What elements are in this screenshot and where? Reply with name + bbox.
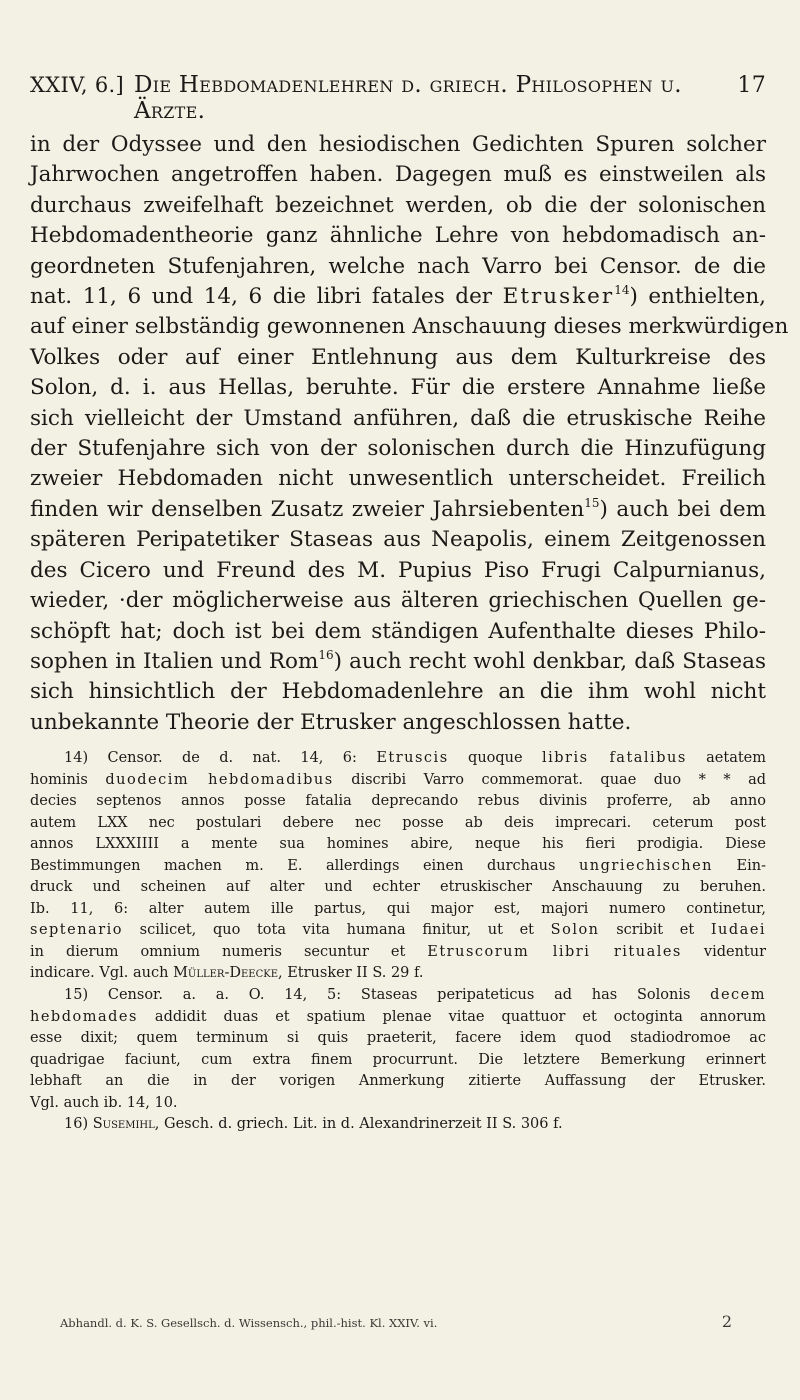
text-span: Ein- xyxy=(736,857,767,874)
spaced-term: Etrusker xyxy=(502,284,615,310)
footnote-14-line: annos LXXXIIII a mente sua homines abire, neque his fieri prodigia. Diese xyxy=(30,836,766,853)
footnote-15-line: quadrigae faciunt, cum extra finem procurrunt. Die letztere Bemerkung erinnert xyxy=(30,1051,766,1068)
text-line: sich vielleicht der Umstand anführen, daß die etruskische Reihe xyxy=(30,405,766,431)
footnote-14-line xyxy=(30,920,766,942)
text-line: Solon, d. i. aus Hellas, beruhte. Für die erstere Annahme ließe xyxy=(30,375,766,401)
text-span: scribit et xyxy=(616,922,695,939)
spaced-term: decem xyxy=(710,987,766,1004)
text-span: quoque xyxy=(468,750,523,766)
text-span: 15) Censor. a. a. O. 14, 5: Staseas peripateticus ad has Solonis xyxy=(64,987,691,1004)
footnote-16-line xyxy=(30,1114,766,1136)
footnote-15-line xyxy=(30,1007,766,1029)
section-reference: XXIV, 6.] xyxy=(30,73,124,97)
text-span: Bestimmungen machen m. E. allerdings einen durchaus xyxy=(30,857,556,874)
spaced-term: Solon xyxy=(550,922,600,939)
spaced-term: libris fatalibus xyxy=(541,750,687,766)
text-span: in dierum omnium numeris secuntur et xyxy=(30,943,406,960)
spaced-term: septenario xyxy=(30,922,123,939)
spaced-term: Etruscorum libri rituales xyxy=(427,943,682,960)
text-line: sich hinsichtlich der Hebdomadenlehre an die ihm wohl nicht xyxy=(30,679,766,705)
footnote-15-line: Vgl. auch ib. 14, 10. xyxy=(30,1094,178,1111)
author-name: Susemihl xyxy=(92,1116,155,1133)
spaced-term: ungriechischen xyxy=(578,857,713,874)
text-span: nat. 11, 6 und 14, 6 die libri fatales der xyxy=(30,284,493,310)
footnote-ref-14[interactable]: 14 xyxy=(614,283,630,298)
signature-mark: 2 xyxy=(721,1312,732,1331)
text-line xyxy=(30,282,766,312)
text-line: zweier Hebdomaden nicht unwesentlich unterscheidet. Freilich xyxy=(30,466,766,492)
text-line xyxy=(30,647,766,677)
spaced-term: duodecim hebdomadibus xyxy=(105,771,334,788)
main-text xyxy=(30,130,789,738)
text-span: ) auch recht wohl denkbar, daß Staseas xyxy=(333,648,766,674)
text-span: ) enthielten, xyxy=(629,284,766,310)
text-line: der Stufenjahre sich von der solonischen durch die Hinzufügung xyxy=(30,436,766,462)
text-line: Volkes oder auf einer Entlehnung aus dem Kulturkreise des xyxy=(30,344,766,370)
text-span: videntur xyxy=(703,943,767,960)
footnote-ref-15[interactable]: 15 xyxy=(584,495,600,510)
spaced-term: hebdomades xyxy=(30,1008,138,1025)
page-footer xyxy=(60,1312,766,1331)
text-line: geordneten Stufenjahren, welche nach Varro bei Censor. de die xyxy=(30,253,766,279)
footnote-14-line xyxy=(30,748,766,770)
footnote-14-line xyxy=(30,942,766,964)
footnote-15-line xyxy=(30,985,766,1007)
footnote-14-line: decies septenos annos posse fatalia deprecando rebus divinis proferre, ab anno xyxy=(30,793,766,810)
footnote-15-line: esse dixit; quem terminum si quis praeterit, facere idem quod stadiodromoe ac xyxy=(30,1030,766,1047)
text-span: 16) xyxy=(64,1116,89,1133)
footnote-14-line xyxy=(30,770,766,792)
page-number: 17 xyxy=(737,73,766,98)
spaced-term: Iudaei xyxy=(710,922,767,939)
text-span: finden wir denselben Zusatz zweier Jahrsiebenten xyxy=(30,496,585,522)
footnote-14-line: druck und scheinen auf alter und echter etruskischer Anschauung zu beruhen. xyxy=(30,879,766,896)
text-span: aetatem xyxy=(706,750,767,766)
text-line: Hebdomadentheorie ganz ähnliche Lehre von hebdomadisch an- xyxy=(30,223,766,249)
publication-line: Abhandl. d. K. S. Gesellsch. d. Wissensch., phil.-hist. Kl. XXIV. vi. xyxy=(60,1316,438,1330)
text-span: , Etrusker II S. 29 f. xyxy=(278,965,424,982)
text-span: indicare. Vgl. auch xyxy=(30,965,169,982)
footnote-14-line xyxy=(30,856,766,878)
running-title: Die Hebdomadenlehren d. griech. Philosophen u. Ärzte. xyxy=(133,72,682,124)
footnote-14-line: Ib. 11, 6: alter autem ille partus, qui major est, majori numero continetur, xyxy=(30,900,766,917)
text-span: addidit duas et spatium plenae vitae quattuor et octoginta annorum xyxy=(154,1008,767,1025)
author-name: Müller-Deecke xyxy=(173,965,278,982)
text-span: discribi Varro commemorat. quae duo * * ad xyxy=(351,771,767,788)
footnote-ref-16[interactable]: 16 xyxy=(318,647,334,662)
footnote-15-line: lebhaft an die in der vorigen Anmerkung zitierte Auffassung der Etrusker. xyxy=(30,1073,766,1090)
text-line xyxy=(30,495,766,525)
text-span: ) auch bei dem xyxy=(599,496,766,522)
footnotes xyxy=(30,748,766,1136)
text-span: 14) Censor. de d. nat. 14, 6: xyxy=(64,750,357,766)
text-line: unbekannte Theorie der Etrusker angeschlossen hatte. xyxy=(30,709,632,735)
text-line: schöpft hat; doch ist bei dem ständigen Aufenthalte dieses Philo- xyxy=(30,618,766,644)
text-line: wieder, ·der möglicherweise aus älteren griechischen Quellen ge- xyxy=(30,588,766,614)
running-head xyxy=(30,72,766,124)
text-line: späteren Peripatetiker Staseas aus Neapolis, einem Zeitgenossen xyxy=(30,527,766,553)
text-span: scilicet, quo tota vita humana finitur, ut et xyxy=(139,922,534,939)
text-line: durchaus zweifelhaft bezeichnet werden, ob die der solonischen xyxy=(30,192,766,218)
footnote-14-line xyxy=(30,963,766,985)
text-line: in der Odyssee und den hesiodischen Gedichten Spuren solcher xyxy=(30,132,766,157)
text-span: , Gesch. d. griech. Lit. in d. Alexandrinerzeit II S. 306 f. xyxy=(154,1116,563,1133)
footnote-14-line: autem LXX nec postulari debere nec posse ab deis imprecari. ceterum post xyxy=(30,814,766,831)
text-line: des Cicero und Freund des M. Pupius Piso Frugi Calpurnianus, xyxy=(30,557,766,583)
text-span: hominis xyxy=(30,771,88,788)
text-line: Jahrwochen angetroffen haben. Dagegen muß es einstweilen als xyxy=(30,162,766,188)
spaced-term: Etruscis xyxy=(376,750,449,766)
text-span: sophen in Italien und Rom xyxy=(30,648,319,674)
text-line: auf einer selbständig gewonnenen Anschauung dieses merkwürdigen xyxy=(30,314,789,340)
